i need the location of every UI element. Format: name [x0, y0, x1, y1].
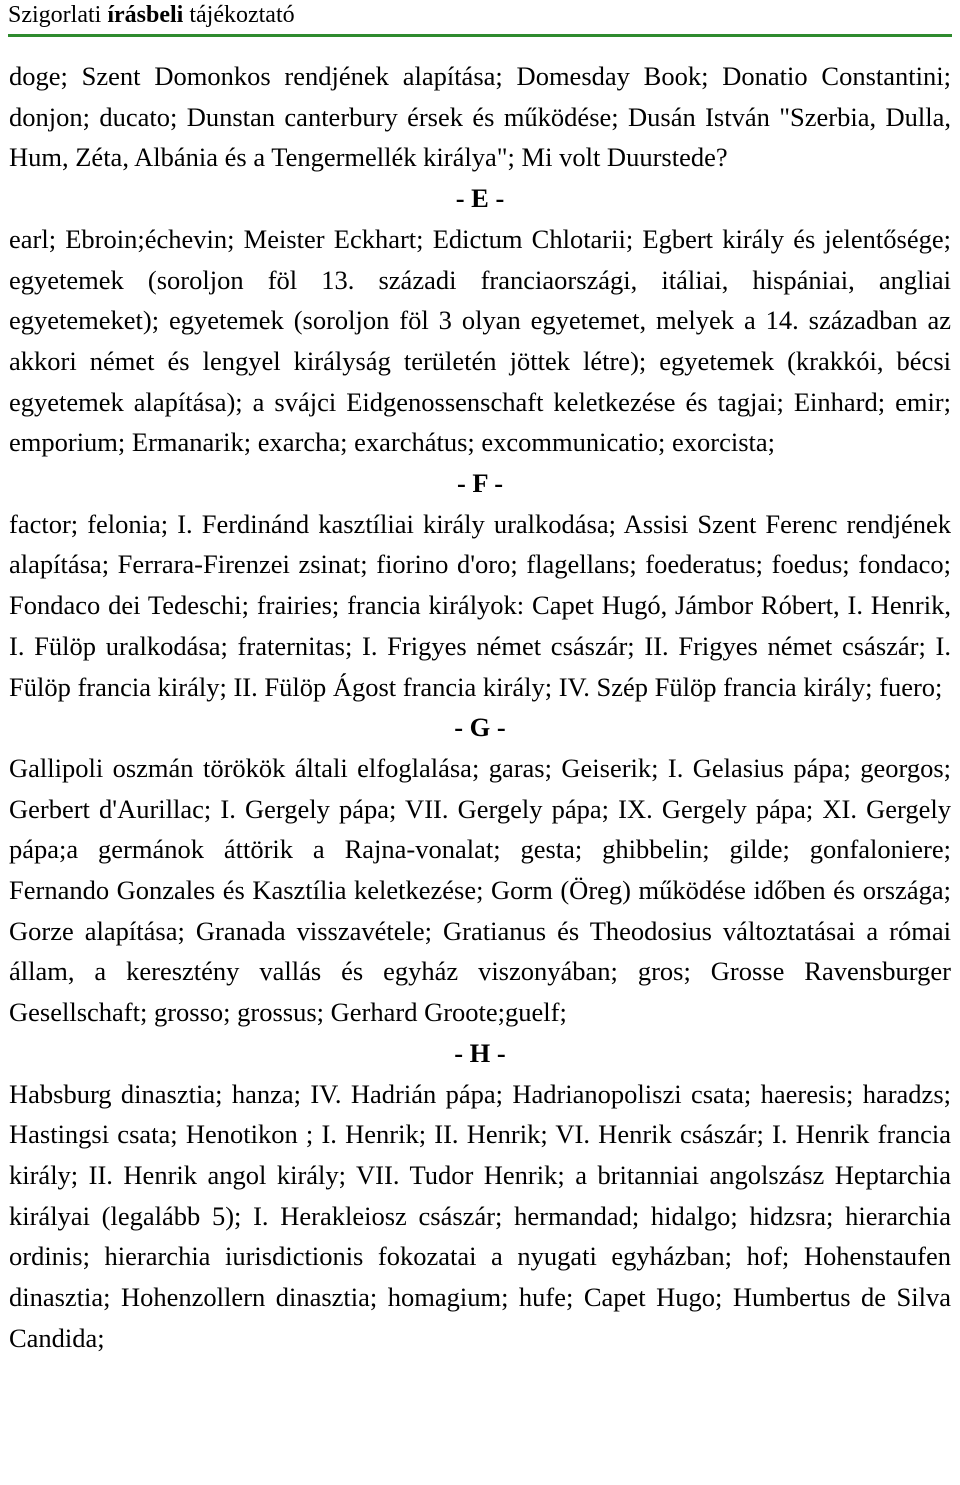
page-header — [8, 0, 952, 37]
header-title-part1: Szigorlati — [8, 2, 108, 28]
h-section-text: Habsburg dinasztia; hanza; IV. Hadrián pápa; Hadrianopoliszi csata; haeresis; haradzs; Hastingsi csata; Henotikon ; I. Henrik; II. Henrik; VI. Henrik császár; I. Henrik francia király; II. Henrik angol király; VII. Tudor Henrik; a britanniai angolszász Heptarchia királyai (legalább 5); I. Herakleiosz császár; hermandad; hidalgo; hidzsra; hierarchia ordinis; hierarchia iurisdictionis fokozatai a nyugati egyházban; hof; Hohenstaufen dinasztia; Hohenzollern dinasztia; homagium; hufe; Capet Hugo; Humbertus de Silva Candida; — [9, 1078, 951, 1353]
header-title-bold: írásbeli — [107, 2, 184, 28]
header-title-part2: tájékoztató — [183, 2, 295, 28]
f-section-text: factor; felonia; I. Ferdinánd kasztíliai király uralkodása; Assisi Szent Ferenc rendjének alapítása; Ferrara-Firenzei zsinat; fiorino d'oro; flagellans; foederatus; foedus; fondaco; Fondaco dei Tedeschi; frairies; francia királyok: Capet Hugó, Jámbor Róbert, I. Henrik, I. Fülöp uralkodása; fraternitas; I. Frigyes német császár; II. Frigyes német császár; I. Fülöp francia király; II. Fülöp Ágost francia király; IV. Szép Fülöp francia király; fuero; — [9, 508, 951, 702]
e-section-heading: - E - — [455, 183, 505, 214]
e-section-text: earl; Ebroin;échevin; Meister Eckhart; Edictum Chlotarii; Egbert király és jelentősége; egyetemek (soroljon föl 13. századi franciaországi, itáliai, hispániai, angliai egyetemeket); egyetemek (soroljon föl 3 olyan egyetemet, melyek a 14. században az akkori német és lengyel királyság területén jöttek létre); egyetemek (krakkói, bécsi egyetemek alapítása); a svájci Eidgenossenschaft keletkezése és tagjai; Einhard; emir; emporium; Ermanarik; exarcha; exarchátus; excommunicatio; exorcista; — [9, 223, 951, 458]
d-section-text: doge; Szent Domonkos rendjének alapítása; Domesday Book; Donatio Constantini; donjon; ducato; Dunstan canterbury érsek és működése; Dusán István "Szerbia, Dulla, Hum, Zéta, Albánia és a Tengermellék királya"; Mi volt Duurstede? — [9, 61, 951, 173]
document-body — [9, 56, 951, 1359]
g-section-text: Gallipoli oszmán törökök általi elfoglalása; garas; Geiserik; I. Gelasius pápa; georgos; Gerbert d'Aurillac; I. Gergely pápa; VII. Gergely pápa; IX. Gergely pápa; XI. Gergely pápa;a germánok áttörik a Rajna-vonalat; gesta; ghibbelin; gilde; gonfaloniere; Fernando Gonzales és Kasztília keletkezése; Gorm (Öreg) működése időben és országa; Gorze alapítása; Granada visszavétele; Gratianus és Theodosius változtatásai a római állam, a keresztény vallás és egyház viszonyában; gros; Grosse Ravensburger Gesellschaft; grosso; grossus; Gerhard Groote;guelf; — [9, 752, 951, 1028]
h-section-heading: - H - — [454, 1037, 506, 1068]
f-section-heading: - F - — [456, 468, 504, 499]
g-section-heading: - G - — [454, 712, 506, 743]
